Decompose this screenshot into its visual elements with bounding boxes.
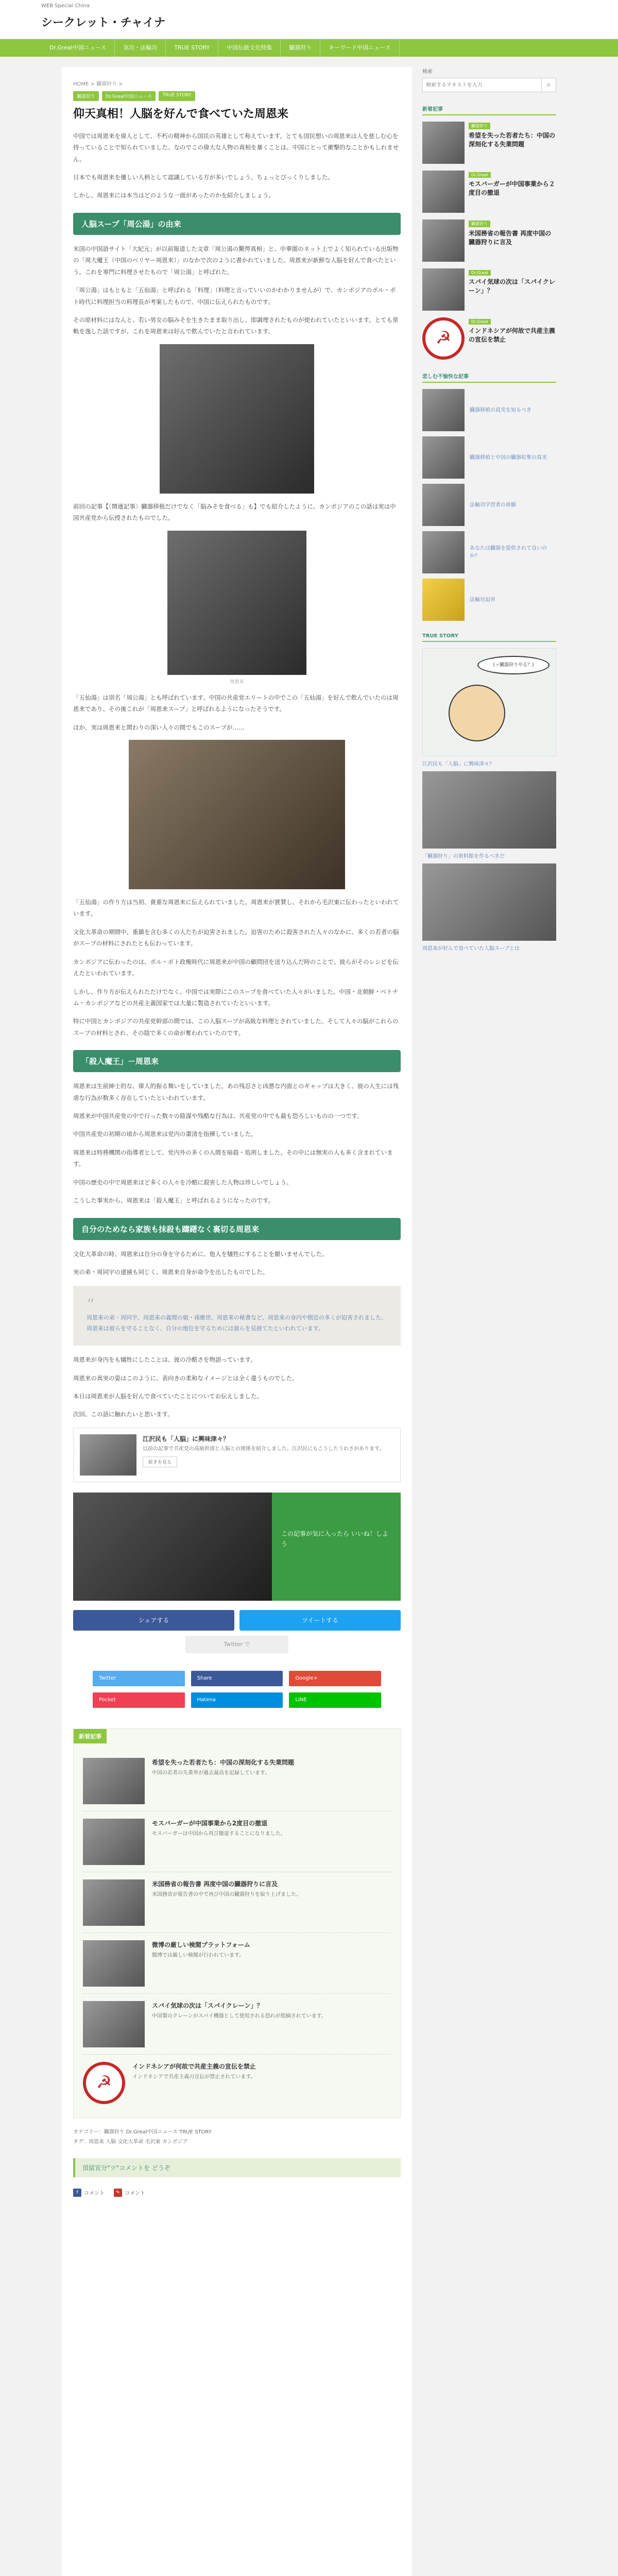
comment-icon: ✎ (114, 2189, 122, 2197)
article-thumbnail (422, 484, 465, 526)
list-item[interactable] (83, 1933, 391, 1994)
tag-meta[interactable]: タグ：周恩来 人脳 文化大革命 毛沢東 カンボジア (73, 2139, 188, 2145)
category-meta[interactable]: カテゴリー：臓器狩り Dr.Greal中国ニュース TRUE STORY (73, 2129, 212, 2135)
image-caption: 周恩来 (230, 679, 244, 685)
paragraph: しかし、作り方が伝えられただけでなく、中国では実際にこのスープを食べていた人々がいました。中国・北朝鮮・ベトナム・カンボジアなどの共産主義国家では大量に製造されていたといいます。 (73, 988, 399, 1007)
like-box-text[interactable]: この記事が気に入ったら いいね！しよう (272, 1493, 401, 1601)
paragraph: 米国の中国語サイト「大紀元」が以前報道した文章「周公湯の驚愕真相」と、中華圏のネット上でよく知られている出版物の「周大魔王（中国のベリヤー周恩来）」のなかで次のように書かれていました。周恩来が新鮮な人脳を好んで食べたという。これを専門に料理させたもので「周公湯」と呼ばれた。 (73, 245, 399, 276)
nav-item-culture[interactable]: 中国伝統文化特集 (218, 39, 281, 57)
article-thumbnail (83, 2001, 145, 2047)
related-excerpt: 以前の記事で共産党の高級幹部と人脳との関係を紹介しました。江沢民にもこうしたうわさがあります。 (143, 1446, 385, 1452)
paragraph: 周恩来は特務機関の指導者として、党内外の多くの人間を暗殺・処刑しました。その中には無実の人も多く含まれています。 (73, 1148, 393, 1168)
sidebar-item-title[interactable]: 臓器移植と中国の臓器収奪の真実 (470, 454, 547, 461)
paragraph: 周恩来は生前紳士的な、偉人的振る舞いをしていました。あの残忍さと凶悪な内面とのギャップは大きく、彼の人生には残虐な行為が数多く存在していたといわれています。 (73, 1082, 399, 1101)
section-heading: 人脳スープ「周公湯」の由来 (73, 213, 401, 235)
article-main (62, 67, 412, 2576)
sidebar-item-title[interactable]: インドネシアが何故で共産主義の宣伝を禁止 (469, 327, 555, 344)
sns-pocket-button[interactable]: Pocket (93, 1692, 185, 1708)
list-item[interactable] (83, 2055, 391, 2115)
paragraph: 前回の記事【〈関連記事〉臓器移植だけでなく「脳みそを食べる」も】でも紹介したように、カンボジアのこの話は実は中国共産党から伝授されたものでした。 (73, 502, 396, 522)
category-badge: Dr.Greal (469, 172, 491, 178)
tab-label: コメント (84, 2191, 105, 2197)
category-badge: 臓器狩り (469, 123, 490, 129)
speech-bubble: (ッ臓器狩りやる？) (477, 656, 550, 674)
sidebar-popular-item[interactable] (422, 531, 556, 573)
woman-portrait-photo (167, 531, 306, 675)
sidebar-heading: TRUE STORY (422, 633, 556, 642)
recent-title[interactable]: モスバーガーが中国事業から2度目の撤退 (152, 1819, 268, 1827)
recent-heading: 新着記事 (74, 1729, 107, 1743)
article-thumbnail (422, 436, 465, 479)
recent-title[interactable]: 微博の厳しい検閲プラットフォーム (152, 1941, 250, 1948)
prohibition-icon: ☭ (83, 2062, 125, 2104)
paragraph: 「五仙湯」の作り方は当初、貴重な周恩来に伝えられていました。周恩来が賞賛し、それから毛沢東に伝わったといわれています。 (73, 898, 399, 918)
zhou-enlai-photo (129, 740, 345, 889)
paragraph: 周恩来が身内をも犠牲にしたことは、彼の冷酷さを物語っています。 (73, 1356, 256, 1364)
list-item[interactable] (83, 1811, 391, 1872)
recent-articles (73, 1728, 401, 2118)
nav-item-true-story[interactable]: TRUE STORY (166, 39, 218, 57)
sns-line-button[interactable]: LINE (289, 1692, 381, 1708)
paragraph: カンボジアに伝わったのは、ポル・ポト政権時代に周恩来が中国の顧問団を送り込んだ時のことで、彼らがそのレシピを伝えたといわれています。 (73, 958, 399, 977)
sidebar-link[interactable]: 周恩来が好んで食べていた人脳スープとは (422, 946, 520, 952)
article-thumbnail (422, 122, 465, 164)
paragraph: 中国では周恩来を偉人として、不朽の精神から国民の英雄として称えています。とても国民想いの周恩来は人を慈しむ心を持っていることで知られていました。なのでこの偉大な人物の真相を暴くことは、中国にとって衝撃的なことかもしれません。 (73, 132, 399, 163)
article-thumbnail (422, 268, 465, 311)
paragraph: 中国の歴史の中で周恩来ほど多くの人々を冷酷に殺害した人物は珍しいでしょう。 (73, 1178, 293, 1186)
sidebar-popular-item[interactable] (422, 579, 556, 621)
category-badge: Dr.Greal (469, 319, 491, 325)
paragraph: こうした事実から、周恩来は「殺人魔王」と呼ばれるようになったのです。 (73, 1197, 274, 1205)
site-title[interactable]: シークレット・チャイナ (41, 16, 166, 29)
category-badge: Dr.Greal (469, 270, 491, 276)
facebook-icon: f (73, 2189, 81, 2197)
paragraph: 文化大革命の期間中、重鎮を含む多くの人たちが迫害されました。迫害のために殺害された人々のなかに、多くの若者の脳がスープの材料にされたとも伝わっています。 (73, 928, 399, 947)
blockquote (73, 1286, 401, 1346)
nav-item-organ[interactable]: 臓器狩り (281, 39, 320, 57)
sidebar-popular-item[interactable] (422, 484, 556, 526)
read-more-button[interactable]: 続きを見る (143, 1456, 177, 1467)
sidebar-popular-item[interactable] (422, 436, 556, 479)
nav-item-qigong[interactable]: 気功・法輪功 (115, 39, 166, 57)
category-tag[interactable]: 臓器狩り (73, 91, 99, 101)
nav-item-news[interactable]: Dr.Greal中国ニュース (41, 39, 115, 57)
like-box-image (73, 1493, 272, 1601)
section-heading: 「殺人魔王」－周恩来 (73, 1050, 401, 1072)
recent-excerpt: 微博では厳しい検閲が行われています。 (152, 1952, 245, 1958)
article-thumbnail (422, 219, 465, 262)
sidebar-new-item[interactable] (422, 171, 556, 213)
nav-item-keyword[interactable]: キーワード中国ニュース (320, 39, 399, 57)
related-thumbnail (80, 1434, 136, 1476)
paragraph: 中国共産党の初期の頃から周恩来は党内の粛清を指揮していました。 (73, 1130, 257, 1138)
recent-excerpt: 中国製のクレーンがスパイ機器として使用される恐れが指摘されています。 (152, 2013, 327, 2019)
recent-excerpt: 中国の若者の失業率が過去最高を記録しています。 (152, 1770, 270, 1776)
twitter-follow-button[interactable]: Twitter で (185, 1636, 288, 1653)
paragraph: 特に中国とカンボジアの共産党幹部の間では、この人脳スープが高級な料理とされていました。そして人々の脳がこれらのスープの材料とされ、その陰で多くの命が奪われていたのです。 (73, 1018, 399, 1037)
tab-facebook-comments[interactable] (73, 2189, 105, 2197)
sidebar-heading: 新着記事 (422, 105, 556, 115)
recent-excerpt: インドネシアで共産主義の宣伝が禁止されています。 (132, 2074, 256, 2080)
sidebar-popular-item[interactable] (422, 389, 556, 431)
tab-site-comments[interactable] (114, 2189, 145, 2197)
sidebar-item-title[interactable]: 米国務省の報告書 再度中国の臓器狩りに言及 (469, 230, 552, 246)
cartoon-face-icon (449, 685, 505, 741)
sidebar-new-item[interactable] (422, 268, 556, 311)
prohibition-icon: ☭ (422, 317, 465, 360)
search-icon[interactable]: ⌕ (542, 78, 556, 92)
cartoon-illustration[interactable] (422, 648, 556, 756)
sidebar-item-title[interactable]: 希望を失った若者たち：中国の深刻化する失業問題 (469, 132, 556, 148)
facebook-share-button[interactable]: シェアする (73, 1610, 234, 1631)
sns-hatena-button[interactable]: Hatena (191, 1692, 283, 1708)
sidebar-item-title[interactable]: 法輪功学習者の体験 (470, 502, 516, 508)
article-thumbnail (83, 1758, 145, 1804)
woman-photo (160, 344, 314, 494)
paragraph: 「五仙湯」は別名「周公湯」とも呼ばれています。中国の共産党エリートの中でこの「五仙湯」を好んで飲んでいたのは周恩来であり、その後これが「周恩来スープ」と呼ばれるようになったそうです。 (73, 693, 399, 713)
breadcrumb[interactable]: HOME > 臓器狩り > (73, 81, 123, 87)
paragraph: 「周公湯」はもともと「五仙湯」と呼ばれる「料理」（料理と言っていいのかわかりませんが）で、カンボジアのポル・ポト時代に料理担当の料理長が考案したもので、中国に伝えられたものです。 (73, 286, 396, 306)
article-thumbnail (422, 171, 465, 213)
article-thumbnail (83, 1940, 145, 1987)
main-nav (0, 39, 618, 57)
sidebar-image[interactable] (422, 771, 556, 849)
recent-title[interactable]: インドネシアが何故で共産主義の宣伝を禁止 (132, 2062, 256, 2070)
sidebar-new-item[interactable] (422, 317, 556, 360)
article-thumbnail (422, 389, 465, 431)
search-label: 検索 (422, 69, 433, 75)
section-heading: 自分のためなら家族も抹殺も躊躇なく裏切る周恩来 (73, 1218, 401, 1240)
paragraph: ほか、実は周恩来と関わりの深い人々の間でもこのスープが…… (73, 723, 245, 731)
related-article-card[interactable] (73, 1428, 401, 1482)
paragraph: 日本でも周恩来を優しい人柄として認識している方が多いでしょう。ちょっとびっくりしました。 (73, 174, 334, 181)
tab-label: コメント (125, 2191, 145, 2197)
article-thumbnail (422, 579, 465, 621)
sns-facebook-button[interactable]: Share (191, 1671, 283, 1686)
sns-twitter-button[interactable]: Twitter (93, 1671, 185, 1686)
paragraph: 実の弟・周同宇の逮捕も同じく、周恩来自身が命令を出したものでした。 (73, 1268, 269, 1276)
comment-heading: 頂留宣分"ツ"コメントを どうぞ (73, 2158, 401, 2177)
search-input[interactable] (422, 78, 542, 92)
related-title[interactable]: 江沢民も「人脳」に興味津々？ (143, 1435, 230, 1443)
quote-icon: “ (87, 1296, 95, 1314)
sidebar-link[interactable]: 「臓器狩り」の資料館を作るべきだ (422, 854, 505, 859)
paragraph: 文化大革命の時、周恩来は自分の身を守るために、他人を犠牲にすることを厭いませんでした。 (73, 1250, 328, 1258)
sidebar-item-title[interactable]: 法輪功迫害 (470, 597, 495, 603)
like-box (73, 1493, 401, 1601)
sns-google-button[interactable]: Google+ (289, 1671, 381, 1686)
search-box (422, 78, 556, 92)
article-title: 仰天真相！人脳を好んで食べていた周恩来 (73, 107, 289, 121)
sidebar-link[interactable]: 江沢民も「人脳」に興味津々？ (422, 761, 494, 767)
category-badge: 臓器狩り (469, 221, 490, 227)
sidebar-new-item[interactable] (422, 219, 556, 262)
recent-excerpt: 米国務省が報告書の中で再び中国の臓器狩りを取り上げました。 (152, 1891, 301, 1897)
quote-text: 周恩来の弟・周同宇、周恩来の義理の娘・孫維世、周恩来の秘書など、周恩来の身内や側近の多くが迫害されました。周恩来は彼らを守ることなく、自分の地位を守るためには彼らを見捨てたといわれています。 (87, 1314, 387, 1332)
site-header (0, 0, 618, 39)
article-thumbnail (422, 531, 465, 573)
sidebar-new-item[interactable] (422, 122, 556, 164)
paragraph: 周恩来が中国共産党の中で行った数々の陰謀や残酷な行為は、共産党の中でも最も恐ろしいものの一つです。 (73, 1112, 363, 1120)
category-tag[interactable]: TRUE STORY (159, 91, 195, 101)
site-tagline: WEB Special China (41, 3, 90, 9)
sidebar-item-title[interactable]: スパイ気球の次は「スパイクレーン」？ (469, 278, 555, 295)
sidebar-item-title[interactable]: モスバーガーが中国事業から２度目の撤退 (469, 180, 555, 197)
paragraph: しかし、周恩来には本当はどのような一面があったのかを紹介しましょう。 (73, 192, 274, 199)
article-thumbnail (83, 1819, 145, 1865)
category-tag[interactable]: Dr.Greal中国ニュース (102, 91, 156, 101)
paragraph: その原材料にはなんと、若い男女の脳みそを生きたまま取り出し、即調理されたものが使われていたといいます。とても常軌を逸した話ですが、これを周恩来は好んで飲んでいたと言われています。 (73, 316, 399, 335)
sidebar-item-title[interactable]: あなたは臓器を提供されて良いのか？ (470, 546, 547, 559)
recent-title[interactable]: 米国務省の報告書 再度中国の臓器狩りに言及 (152, 1880, 278, 1888)
paragraph: 周恩来の真実の姿はこのように、表向きの柔和なイメージとは全く違うものでした。 (73, 1374, 298, 1382)
sidebar (422, 67, 556, 2576)
article-thumbnail (83, 1879, 145, 1926)
twitter-share-button[interactable]: ツイートする (239, 1610, 401, 1631)
sidebar-item-title[interactable]: 臓器移植の真実を知るべき (470, 407, 531, 413)
list-item[interactable] (83, 1994, 391, 2055)
sidebar-heading: 悲しむ不愉快な記事 (422, 372, 556, 383)
list-item[interactable] (83, 1751, 391, 1811)
paragraph: 本日は周恩来が人脳を好んで食べていたことについてお伝えしました。 (73, 1393, 263, 1400)
sidebar-image[interactable] (422, 863, 556, 941)
recent-excerpt: モスバーガーは中国から再び撤退することになりました。 (152, 1831, 286, 1837)
paragraph: 次回、この話に触れたいと思います。 (73, 1411, 174, 1418)
recent-title[interactable]: 希望を失った若者たち：中国の深刻化する失業問題 (152, 1758, 295, 1766)
recent-title[interactable]: スパイ気球の次は「スパイクレーン」？ (152, 2002, 263, 2009)
list-item[interactable] (83, 1872, 391, 1933)
